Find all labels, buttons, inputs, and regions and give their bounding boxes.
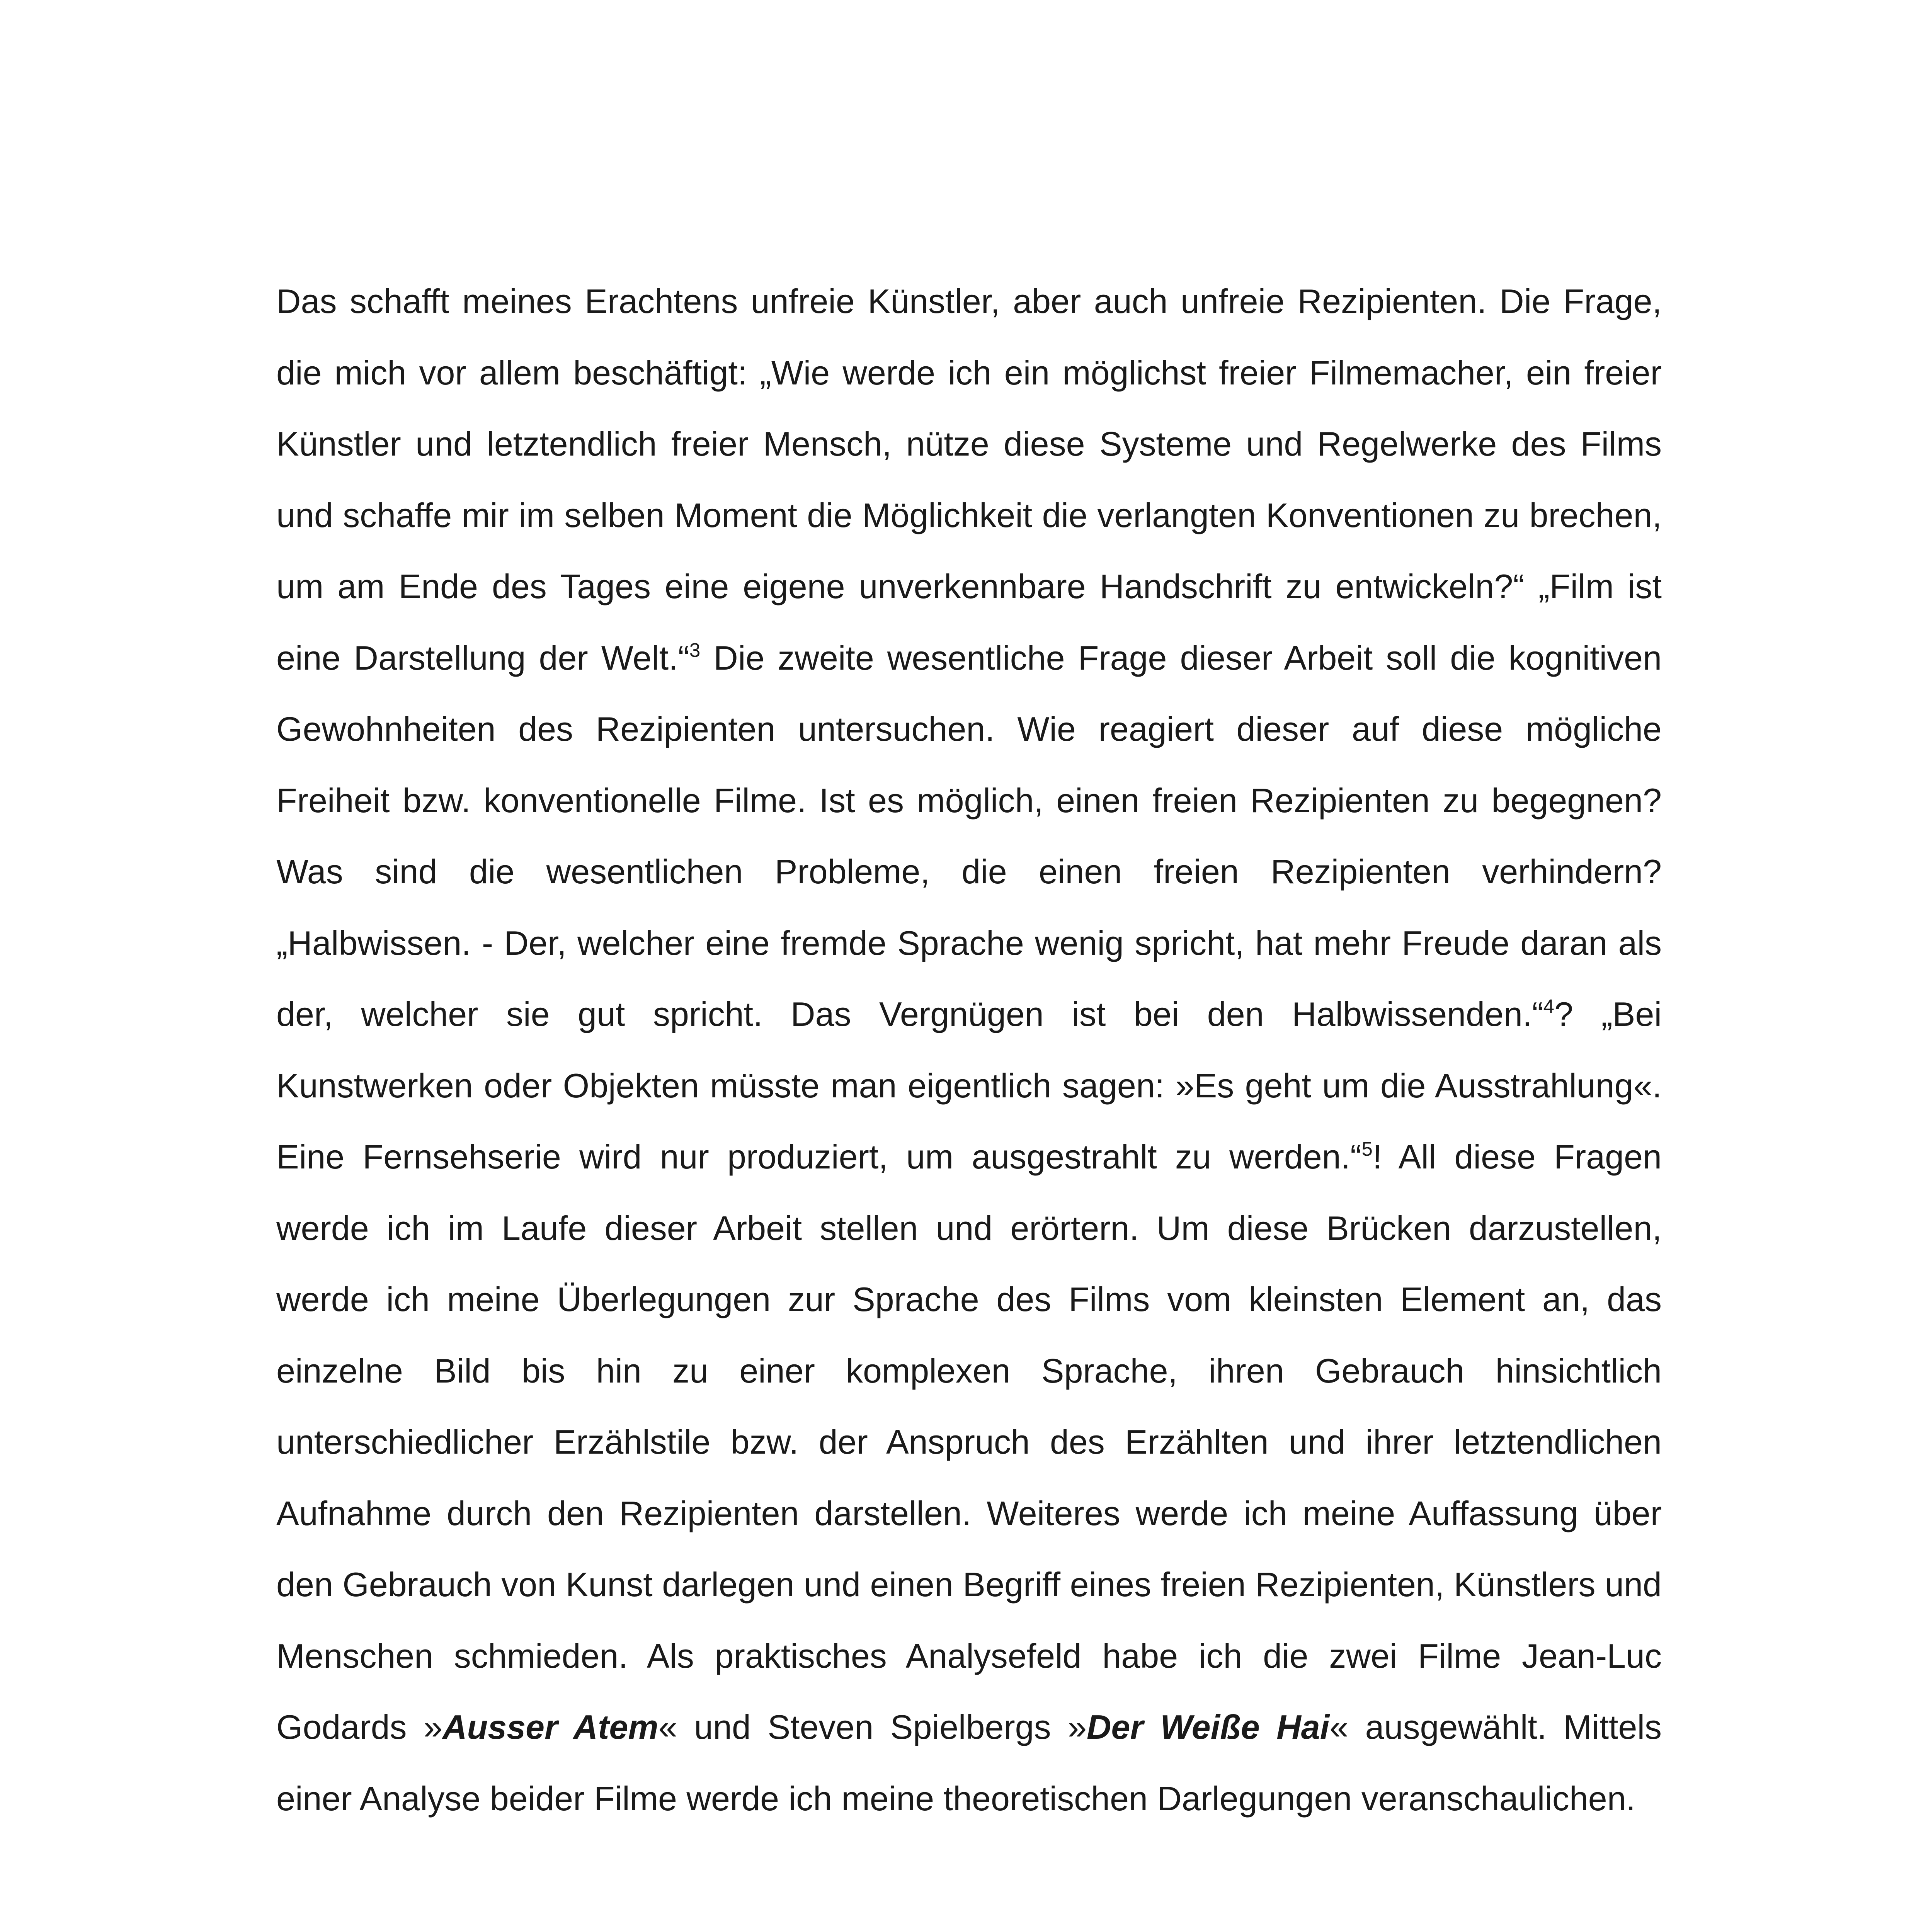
footnote-reference[interactable]: 5 — [1361, 1138, 1373, 1160]
paragraph-text: ! All diese Fragen werde ich im Laufe dieser Arbeit stellen und erörtern. Um diese Brücken darzustellen, werde ich meine Überlegungen zur Sprache des Films vom kleinsten Element an, das einzelne Bild bis hin zu einer komplexen Sprache, ihren Gebrauch hinsichtlich unterschiedlicher Erzählstile bzw. der Anspruch des Erzählten und ihrer letztendlichen Aufnahme durch den Rezipienten darstellen. Weiteres werde ich meine Auffassung über den Gebrauch von Kunst darlegen und einen Begriff eines freien Rezipienten, Künstlers und Menschen schmieden. Als praktisches Analysefeld habe ich die zwei Filme Jean-Luc Godards » — [276, 1138, 1662, 1746]
main-paragraph — [276, 266, 1662, 1834]
footnote-reference[interactable]: 4 — [1543, 995, 1555, 1017]
footnote-reference[interactable]: 3 — [689, 639, 701, 661]
film-title: Ausser Atem — [442, 1708, 659, 1746]
paragraph-text: Die zweite wesentliche Frage dieser Arbeit soll die kognitiven Gewohnheiten des Rezipienten untersuchen. Wie reagiert dieser auf diese mögliche Freiheit bzw. konventionelle Filme. Ist es möglich, einen freien Rezipienten zu begegnen? Was sind die wesentlichen Probleme, die einen freien Rezipienten verhindern? „Halbwissen. - Der, welcher eine fremde Sprache wenig spricht, hat mehr Freude daran als der, welcher sie gut spricht. Das Vergnügen ist bei den Halbwissenden.“ — [276, 638, 1662, 1033]
paragraph-text: ? „Bei Kunstwerken oder Objekten müsste man eigentlich sagen: »Es geht um die Ausstrahlung«. Eine Fernsehserie wird nur produziert, um ausgestrahlt zu werden.“ — [276, 995, 1662, 1176]
paragraph-text: Das schafft meines Erachtens unfreie Künstler, aber auch unfreie Rezipienten. Die Frage, die mich vor allem beschäftigt: „Wie werde ich ein möglichst freier Filmemacher, ein freier Künstler und letztendlich freier Mensch, nütze diese Systeme und Regelwerke des Films und schaffe mir im selben Moment die Möglichkeit die verlangten Konventionen zu brechen, um am Ende des Tages eine eigene unverkennbare Handschrift zu entwickeln?“ „Film ist eine Darstellung der Welt.“ — [276, 282, 1662, 677]
paragraph-text: « ausgewählt. Mittels einer Analyse beider Filme werde ich meine theoretischen Darlegungen veranschaulichen. — [276, 1708, 1662, 1818]
film-title: Der Weiße Hai — [1087, 1708, 1330, 1746]
paragraph-text: « und Steven Spielbergs » — [658, 1708, 1087, 1746]
